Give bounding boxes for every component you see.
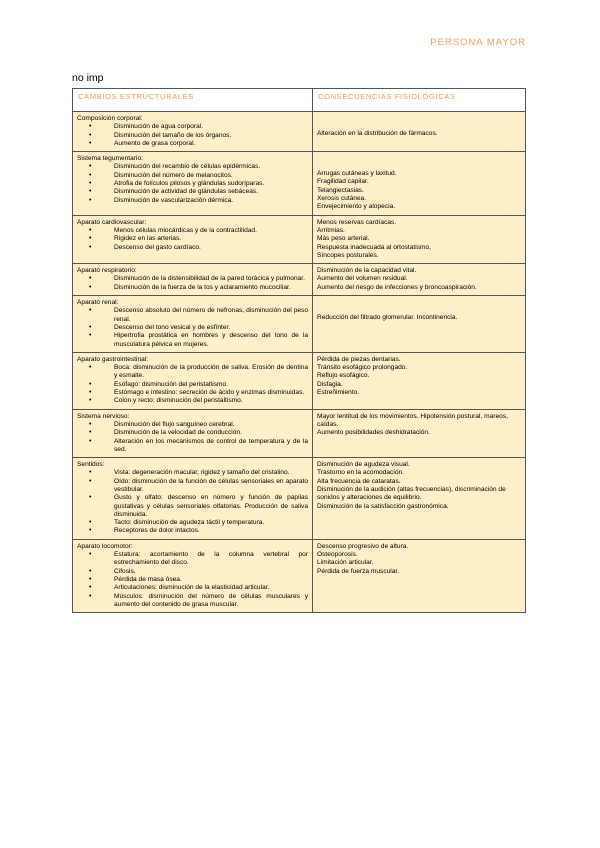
- change-item: • Tacto: disminución de agudeza táctil y temperatura.: [89, 519, 308, 527]
- change-item: • Gusto y olfato: descenso en número y función de papilas gustativas y células sensoriales olfatorias. Producción de saliva disminuida.: [89, 494, 308, 519]
- change-item: • Vista: degeneración macular, rigidez y tamaño del cristalino.: [89, 469, 308, 477]
- consequence-item: Aumento posibilidades deshidratación.: [317, 429, 430, 437]
- consequence-item: Más peso arterial.: [317, 235, 370, 243]
- system-title: Aparato respiratorio:: [77, 267, 137, 275]
- system-title: Aparato locomotor:: [77, 542, 133, 550]
- change-item: • Descenso del tono vesical y de esfínter.: [89, 324, 308, 332]
- consequence-item: Pérdida de piezas dentarias.: [317, 355, 401, 363]
- structural-changes-cell: [73, 215, 313, 263]
- consequence-item: Reflujo esofágico.: [317, 372, 370, 380]
- system-title: Aparato renal:: [77, 299, 119, 307]
- table-row: [73, 352, 526, 409]
- consequences-cell: [313, 296, 526, 353]
- consequence-item: Respuesta inadecuada al ortostatismo,: [317, 243, 431, 251]
- change-list: [77, 307, 308, 348]
- change-item: • Descenso absoluto del número de nefronas, disminución del peso renal.: [89, 307, 308, 324]
- consequence-item: Alta frecuencia de cataratas.: [317, 477, 401, 485]
- consequences-cell: [313, 352, 526, 409]
- consequence-item: Envejecimiento y alopecia.: [317, 203, 396, 211]
- change-item: • Disminución de la velocidad de conducción.: [89, 429, 308, 437]
- change-list: [77, 123, 308, 148]
- change-list: [77, 469, 308, 535]
- table-row: [73, 112, 526, 152]
- change-item: • Disminución de la fuerza de la tos y aclaramiento mucociliar.: [89, 284, 308, 292]
- table-row: [73, 458, 526, 540]
- consequence-item: Disminución de la satisfacción gastronómica.: [317, 502, 449, 510]
- consequence-item: Fragilidad capilar.: [317, 178, 369, 186]
- change-item: • Disminución de actividad de glándulas sebáceas.: [89, 188, 308, 196]
- consequence-item: Disminución de la audición (altas frecuencias), discriminación de sonidos y alteraciones de equilibrio.: [317, 485, 506, 502]
- table-row: [73, 215, 526, 263]
- consequence-item: Reducción del filtrado glomerular. Incontinencia.: [317, 314, 458, 322]
- consequence-item: Pérdida de fuerza muscular.: [317, 567, 400, 575]
- change-item: • Articulaciones: disminución de la elasticidad articular.: [89, 584, 308, 592]
- change-item: • Disminución del flujo sanguíneo cerebral.: [89, 421, 308, 429]
- table-row: [73, 152, 526, 215]
- consequences-cell: [313, 152, 526, 215]
- structural-changes-cell: [73, 296, 313, 353]
- structural-changes-cell: [73, 539, 313, 612]
- consequence-item: Disminución de agudeza visual.: [317, 461, 410, 469]
- consequence-item: Trastorno en la acomodación.: [317, 469, 404, 477]
- structural-changes-cell: [73, 152, 313, 215]
- consequence-item: Aumento del riesgo de infecciones y broncoaspiración.: [317, 283, 477, 291]
- change-item: • Disminución del número de melanocitos.: [89, 172, 308, 180]
- change-item: • Colon y recto: disminución del peristaltismo.: [89, 397, 308, 405]
- consequence-item: Menos reservas cardíacas.: [317, 218, 397, 226]
- consequence-item: Limitación articular.: [317, 559, 374, 567]
- structural-changes-cell: [73, 112, 313, 152]
- consequences-cell: [313, 264, 526, 296]
- consequence-item: Descenso progresivo de altura.: [317, 542, 409, 550]
- system-title: Aparato gastrointestinal:: [77, 355, 149, 363]
- consequences-cell: [313, 112, 526, 152]
- structural-changes-cell: [73, 458, 313, 540]
- consequence-item: Síncopes posturales.: [317, 251, 379, 259]
- change-list: [77, 163, 308, 204]
- consequence-item: Mayor lentitud de los movimientos. Hipotensión postural, mareos, caídas.: [317, 412, 508, 428]
- change-item: • Rigidez en las arterias.: [89, 235, 308, 243]
- consequence-item: Arritmias.: [317, 226, 345, 234]
- change-list: [77, 275, 308, 292]
- consequence-item: Alteración en la distribución de fármacos.: [317, 130, 438, 137]
- column-header-consequences: CONSECUENCIAS FISIOLÓGICAS: [313, 89, 526, 112]
- change-item: • Atrofia de folículos pilosos y glándulas sudoríparas.: [89, 180, 308, 188]
- table-row: [73, 539, 526, 612]
- change-item: • Aumento de grasa corporal.: [89, 140, 308, 148]
- system-title: Aparato cardiovascular:: [77, 218, 147, 226]
- change-item: • Estómago e intestino: secreción de ácido y enzimas disminuidas.: [89, 389, 308, 397]
- change-item: • Disminución del tamaño de los órganos.: [89, 132, 308, 140]
- physiology-table: [72, 88, 526, 613]
- consequence-item: Xerosis cutánea.: [317, 195, 367, 203]
- change-item: • Cifosis.: [89, 568, 308, 576]
- note-text: no imp: [72, 72, 104, 84]
- change-item: • Estatura: acortamiento de la columna vertebral por estrechamiento del disco.: [89, 551, 308, 568]
- change-item: • Alteración en los mecanismos de control de temperatura y de la sed.: [89, 438, 308, 455]
- system-title: Sistema nervioso:: [77, 412, 130, 420]
- change-item: • Hipertrofia prostática en hombres y descenso del tono de la musculatura pélvica en mujeres.: [89, 332, 308, 349]
- system-title: Sentidos:: [77, 461, 105, 469]
- consequences-cell: [313, 409, 526, 457]
- change-list: [77, 421, 308, 454]
- consequence-item: Tránsito esofágico prolongado.: [317, 364, 408, 372]
- change-list: [77, 551, 308, 609]
- change-item: • Receptores de dolor intactos.: [89, 527, 308, 535]
- consequence-item: Arrugas cutáneas y laxitud.: [317, 170, 397, 178]
- change-item: • Menos células miocárdicas y de la contractilidad.: [89, 227, 308, 235]
- consequence-item: Aumento del volumen residual.: [317, 275, 408, 283]
- consequence-item: Osteoporosis.: [317, 551, 358, 559]
- change-list: [77, 227, 308, 252]
- table-row: [73, 264, 526, 296]
- consequences-cell: [313, 215, 526, 263]
- structural-changes-cell: [73, 264, 313, 296]
- table-header-row: [73, 89, 526, 112]
- structural-changes-cell: [73, 352, 313, 409]
- change-item: • Esófago: disminución del peristaltismo.: [89, 381, 308, 389]
- document-header-label: PERSONA MAYOR: [430, 37, 526, 48]
- change-item: • Descenso del gasto cardíaco.: [89, 244, 308, 252]
- change-item: • Disminución de agua corporal.: [89, 123, 308, 131]
- system-title: Sistema tegumentario:: [77, 155, 143, 163]
- consequence-item: Disfagia.: [317, 380, 343, 388]
- change-item: • Disminución del recambio de células epidérmicas.: [89, 163, 308, 171]
- system-title: Composición corporal:: [77, 115, 143, 122]
- consequences-cell: [313, 539, 526, 612]
- column-header-structural: CAMBIOS ESTRUCTURALES: [73, 89, 313, 112]
- table-row: [73, 296, 526, 353]
- change-item: • Músculos: disminución del número de células musculares y aumento del contenido de grasa muscular.: [89, 593, 308, 610]
- change-item: • Pérdida de masa ósea.: [89, 576, 308, 584]
- consequence-item: Telangiectasias.: [317, 186, 364, 194]
- consequence-item: Disminución de la capacidad vital.: [317, 267, 417, 275]
- change-item: • Oído: disminución de la función de células sensoriales en aparato vestibular.: [89, 478, 308, 495]
- structural-changes-cell: [73, 409, 313, 457]
- change-item: • Disminución de la distensibilidad de la pared torácica y pulmonar.: [89, 275, 308, 283]
- table-row: [73, 409, 526, 457]
- change-list: [77, 364, 308, 405]
- consequences-cell: [313, 458, 526, 540]
- consequence-item: Estreñimiento.: [317, 389, 360, 397]
- change-item: • Disminución de vascularización dérmica.: [89, 197, 308, 205]
- change-item: • Boca: disminución de la producción de saliva. Erosión de dentina y esmalte.: [89, 364, 308, 381]
